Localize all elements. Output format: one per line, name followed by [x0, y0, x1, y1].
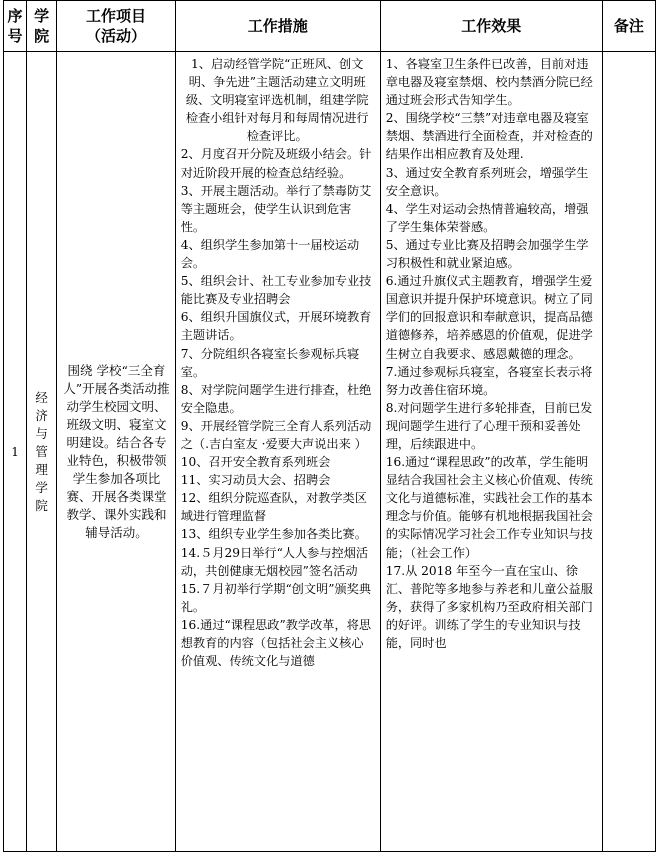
measure-item: 5、组织会计、社工专业参加专业技能比赛及专业招聘会	[180, 274, 372, 307]
effect-item: 7.通过参观标兵寝室，各寝室长表示将努力改善住宿环境。	[385, 364, 593, 397]
cell-project: 围绕 学校“三全育人”开展各类活动推动学生校园文明、班级文明、寝室文明建设。结合各专业特色，积极带领学生参加各项比赛、开展各类课堂教学、课外实践和辅导活动。	[57, 52, 176, 852]
effect-item: 5、通过专业比赛及招聘会加强学生学习积极性和就业紧迫感。	[385, 237, 589, 271]
effect-item: 4、学生对运动会热情普遍较高，增强了学生集体荣誉感。	[385, 201, 589, 234]
cell-college: 经济与管理学院	[27, 52, 57, 852]
measure-item: 9、开展经管学院三全育人系列活动之（.吉白室友 ·爱要大声说出来 ）	[180, 418, 372, 451]
measure-item: 10、召开安全教育系列班会	[180, 455, 331, 470]
measures-list	[181, 55, 374, 848]
measure-item: 12、组织分院巡查队，对教学类区域进行管理监督	[180, 491, 367, 524]
measure-item: 13、组织专业学生参加各类比赛。	[180, 527, 367, 542]
measure-item: 1、启动经管学院“正班风、创文明、争先进”主题活动建立文明班级、文明寝室评选机制，组建学院检查小组针对每月和每周情况进行检查评比。	[185, 57, 369, 144]
measure-item: 8、对学院问题学生进行排查，杜绝安全隐患。	[180, 382, 372, 415]
measure-item: 14.５月29日举行“人人参与控烟活动，共创健康无烟校园”签名活动	[180, 545, 369, 578]
cell-measures	[175, 52, 380, 852]
header-project: 工作项目（活动）	[57, 1, 176, 52]
effect-item: 3、通过安全教育系列班会，增强学生安全意识。	[385, 165, 589, 198]
header-row	[4, 1, 656, 52]
header-remarks: 备注	[602, 1, 655, 52]
measure-item: 15.７月初举行学期“创文明”颁奖典礼。	[180, 581, 372, 614]
work-summary-table	[3, 0, 656, 852]
effect-item: 8.对问题学生进行多轮排查，目前已发现问题学生进行了心理干预和妥善处理，后续跟进中。	[385, 400, 593, 451]
measure-item: 7、分院组织各寝室长参观标兵寝室。	[180, 346, 360, 379]
table-row	[4, 52, 656, 852]
effect-item: 2、围绕学校“三禁”对违章电器及寝室禁烟、禁酒进行全面检查，并对检查的结果作出相应教育及处理.	[385, 111, 593, 162]
header-effects: 工作效果	[380, 1, 602, 52]
effect-item: 6.通过升旗仪式主题教育，增强学生爱国意识并提升保护环境意识。树立了同学们的回报意识和奉献意识，提高品德道德修养，培养感恩的价值观，促进学生树立自我要求、感恩戴德的理念。	[385, 274, 593, 361]
effects-list	[386, 55, 596, 848]
measure-item: 16.通过“课程思政”教学改革，将思想教育的内容（包括社会主义核心价值观、传统文化与道德	[180, 617, 372, 669]
cell-effects	[380, 52, 602, 852]
measure-item: 11、实习动员大会、招聘会	[180, 473, 331, 488]
effect-item: 1、各寝室卫生条件已改善，目前对违章电器及寝室禁烟、校内禁酒分院已经通过班会形式告知学生。	[385, 57, 593, 108]
measure-item: 6、组织升国旗仪式，开展环境教育主题讲话。	[180, 310, 372, 343]
cell-num: 1	[4, 52, 27, 852]
measure-item: 4、组织学生参加第十一届校运动会。	[180, 237, 360, 271]
effect-item: 16.通过“课程思政”的改革，学生能明显结合我国社会主义核心价值观、传统文化与道德标准，实践社会工作的基本理念与价值。能够有机地根据我国社会的实际情况学习社会工作专业知识与技能；（社会工作）	[385, 455, 593, 560]
header-college: 学院	[27, 1, 57, 52]
measure-item: 2、月度召开分院及班级小结会。针对近阶段开展的检查总结经验。	[180, 147, 372, 180]
header-num: 序号	[4, 1, 27, 52]
effect-item: 17.从 2018 年至今一直在宝山、徐汇、普陀等多地参与养老和儿童公益服务，获得了多家机构乃至政府相关部门的好评。训练了学生的专业知识与技能，同时也	[385, 563, 593, 650]
header-measures: 工作措施	[175, 1, 380, 52]
measure-item: 3、开展主题活动。举行了禁毒防艾等主题班会，使学生认识到危害性。	[180, 183, 372, 234]
cell-remarks	[602, 52, 655, 852]
